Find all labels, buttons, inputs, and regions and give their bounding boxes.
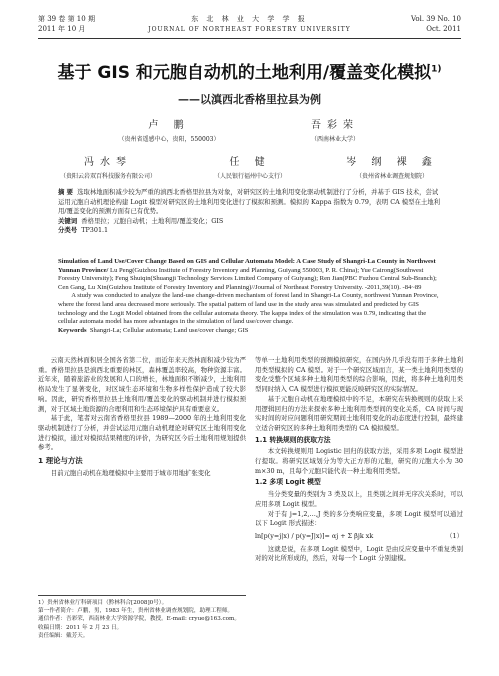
equation-rhs: = αj + Σ βjk xk <box>324 531 374 540</box>
date-en: Oct. 2011 <box>426 25 461 33</box>
author-affiliation: （贵州省遥感中心，贵阳，550003） <box>118 136 220 143</box>
body-paragraph: 对于有 j=1,2,…,J 类的多分类响应变量，多项 Logit 模型可以通过以下 Logit 形式描述： <box>255 509 463 528</box>
author-affiliation: （贵州省林业调查规划院） <box>355 173 428 180</box>
equation-number: （1） <box>446 531 463 540</box>
title-footnote-mark: 1) <box>431 64 442 75</box>
journal-title-en: JOURNAL OF NORTHEAST FORESTRY UNIVERSITY <box>148 26 351 33</box>
author-name: 吾彩荣 <box>311 120 359 131</box>
footnote: 1）贵州省林业厅科研项目（黔林科合[2008]0号）。 <box>38 600 168 606</box>
english-keywords-label: Keywords <box>58 326 87 334</box>
body-paragraph: 云南天然林面积居全国各省第二位，而近年来天然林面积减少较为严重。香格里拉县是滇西北重要的林区，森林覆盖率较高，物种资源丰富。近年来，随着旅游业的发展和人口的增长，林地面积不断减少，土地利用格局发生了显著变化，对区域生态环境和生物多样性保护造成了较大影响。因此，研究香格里拉县土地利用/覆盖变化的驱动机制并进行模拟预测，对于区域土地资源的合理利用和生态环境保护具有重要意义。 <box>38 356 246 413</box>
journal-title-cn: 东 北 林 业 大 学 学 报 <box>191 15 308 23</box>
author-name: 卢 鹏 <box>148 120 190 131</box>
body-paragraph: 这就是说，在多项 Logit 模型中，Logit 是由反应变量中不重复类别对的对比所形成的，然后，对每一个 Logit 分别建模。 <box>255 544 463 563</box>
title-main: 基于 GIS 和元胞自动机的土地利用/覆盖变化模拟 <box>57 63 432 83</box>
author-name: 岑 纲 裸 鑫 <box>346 157 438 168</box>
subsection-heading: 1.1 转换规则的获取方法 <box>255 435 331 444</box>
running-header <box>38 8 461 39</box>
body-paragraph: 等单一土地利用类型的预测模拟研究，在国内外几乎没有用于多种土地利用类型模拟的 CA 模型。对于一个研究区域而言，某一类土地利用类型的变化受整个区域多种土地利用类型的综合影响，因此，将多种土地利用类型同时纳入 CA 模型进行模拟更能反映研究区的实际情况。 <box>255 356 463 394</box>
body-column-right <box>255 356 463 564</box>
body-paragraph: 当分类变量的类别为 3 类及以上，且类别之间并无序次关系时，可以应用多项 Logit 模型。 <box>255 490 463 508</box>
body-paragraph: 目前元胞自动机在地理模拟中主要用于城市用地扩张变化 <box>50 468 211 477</box>
english-abstract: A study was conducted to analyze the land-use change-driven mechanism of forest land in Shangri-La County, northwest Yunnan Province, where the forest land area decreased more seriously. The spatial pattern of land use in the study area was simulated and predicted by GIS technology and the Logit Model obtained from the cellular automata theory. The kappa index of the simulation was 0.79, indicating that the cellular automata model has more advantages in the simulation of land use/cover change. <box>58 292 439 326</box>
english-authors: Lu Peng(Guizhou Institute of Forestry Inventory and Planning, Guiyang 550003, P. R. China); Yue Cairong(Southwest Forestry University); Feng Shuiqin(Shuangji Technology Services Limited Company of Guiyang); Ren Jian(PBC Fuzhou Central Sub-Branch); Cen Gang, Lu Xin(Guizhou Institute of Forestry Inventory and Planning)//Journal of Northeast Forestry University. -2011,39(10). -84~89 <box>58 266 437 291</box>
abstract-label: 摘 要 <box>58 188 74 196</box>
english-keywords: Shangri-La; Cellular automata; Land use/cover change; GIS <box>89 326 249 334</box>
english-title: Simulation of Land Use/Cover Change Based on GIS and Cellular Automata Model: A Case Study of Shangri-La County in Northwest Yunnan Province/ <box>58 258 436 274</box>
subsection-heading: 1.2 多项 Logit 模型 <box>255 478 321 487</box>
section-heading: 1 理论与方法 <box>38 456 83 466</box>
footnote: 通信作者：吾彩荣，西南林业大学资源学院，教授。E-mail: cryue@163.com。 <box>38 616 240 623</box>
abstract-paragraph <box>58 188 441 217</box>
body-column-left <box>38 356 246 478</box>
body-paragraph: 基于此，笔者对云南省香格里拉县 1989—2000 年的土地利用变化驱动机制进行了分析，并尝试运用元胞自动机理论对研究区土地利用变化进行模拟，通过对模拟结果精度的评价，为研究区今后土地利用规划提供参考。 <box>38 414 246 452</box>
author-affiliation: （贵阳云岩双百科技服务有限公司） <box>59 173 156 180</box>
footnotes <box>38 595 246 640</box>
equation-lhs: ln[p(y=j|x) / p(y=J|x)] <box>255 531 325 540</box>
author-4 <box>180 153 320 180</box>
keywords-text: 香格里拉；元胞自动机；土地利用/覆盖变化；GIS <box>81 216 224 225</box>
classification-line <box>58 226 441 236</box>
volume-en: Vol. 39 No. 10 <box>410 15 461 23</box>
volume-issue: 第 39 卷 第 10 期 <box>38 15 95 23</box>
body-paragraph: 本文转换规则用 Logistic 回归的获取方法，采用多项 Logit 模型进行提取。将研究区域划分为等大正方形的元胞，研究的元胞大小为 30 m×30 m，且每个元胞只能代表一种土地利用类型。 <box>255 447 463 475</box>
abstract-en <box>58 258 441 335</box>
classification-label: 分类号 <box>58 226 78 235</box>
paper-title <box>0 58 499 83</box>
classification-code: TP301.1 <box>81 226 109 235</box>
author-5 <box>322 153 462 180</box>
body-paragraph: 基于元胞自动机在地理模拟中的不足，本研究在转换规则的获取上采用逻辑回归的方法来探索多种土地利用类型间的变化关系，CA 时间与现实时间的对应问题利用研究期间土地利用变化的动态度进行控制，最终建立适合研究区的多种土地利用类型的 CA 模拟模型。 <box>255 394 463 432</box>
author-affiliation: （西南林业大学） <box>310 136 359 143</box>
footnote: 责任编辑：戴芳天。 <box>38 632 89 639</box>
date-cn: 2011 年 10 月 <box>38 25 86 33</box>
english-keywords-line <box>58 327 441 336</box>
equation-1 <box>255 532 463 542</box>
author-3 <box>38 153 178 180</box>
author-name: 任 健 <box>229 157 271 168</box>
author-name: 冯水琴 <box>84 157 132 168</box>
abstract-text: 选取林地面积减少较为严重的滇西北香格里拉县为对象，对研究区的土地利用变化驱动机制进行了分析，并基于 GIS 技术，尝试运用元胞自动机理论构建 Logit 模型对研究区的土地利用变化进行了模拟和预测。模拟的 Kappa 指数为 0.79，表明 CA 模型在土地利用/覆盖变化的预测方面有已有优势。 <box>58 188 441 216</box>
footnote: 收稿日期：2011 年 2 月 23 日。 <box>38 624 123 631</box>
keywords-line <box>58 217 441 227</box>
author-2 <box>270 116 400 143</box>
abstract-cn <box>58 188 441 236</box>
author-1 <box>104 116 234 143</box>
author-affiliation: （人民银行福州中心支行） <box>213 173 286 180</box>
footnote: 第一作者简介：卢鹏，男，1983 年生，贵州省林业调查规划院，助理工程师。 <box>38 608 234 615</box>
keywords-label: 关键词 <box>58 216 78 225</box>
paper-subtitle: ——以滇西北香格里拉县为例 <box>178 93 321 106</box>
